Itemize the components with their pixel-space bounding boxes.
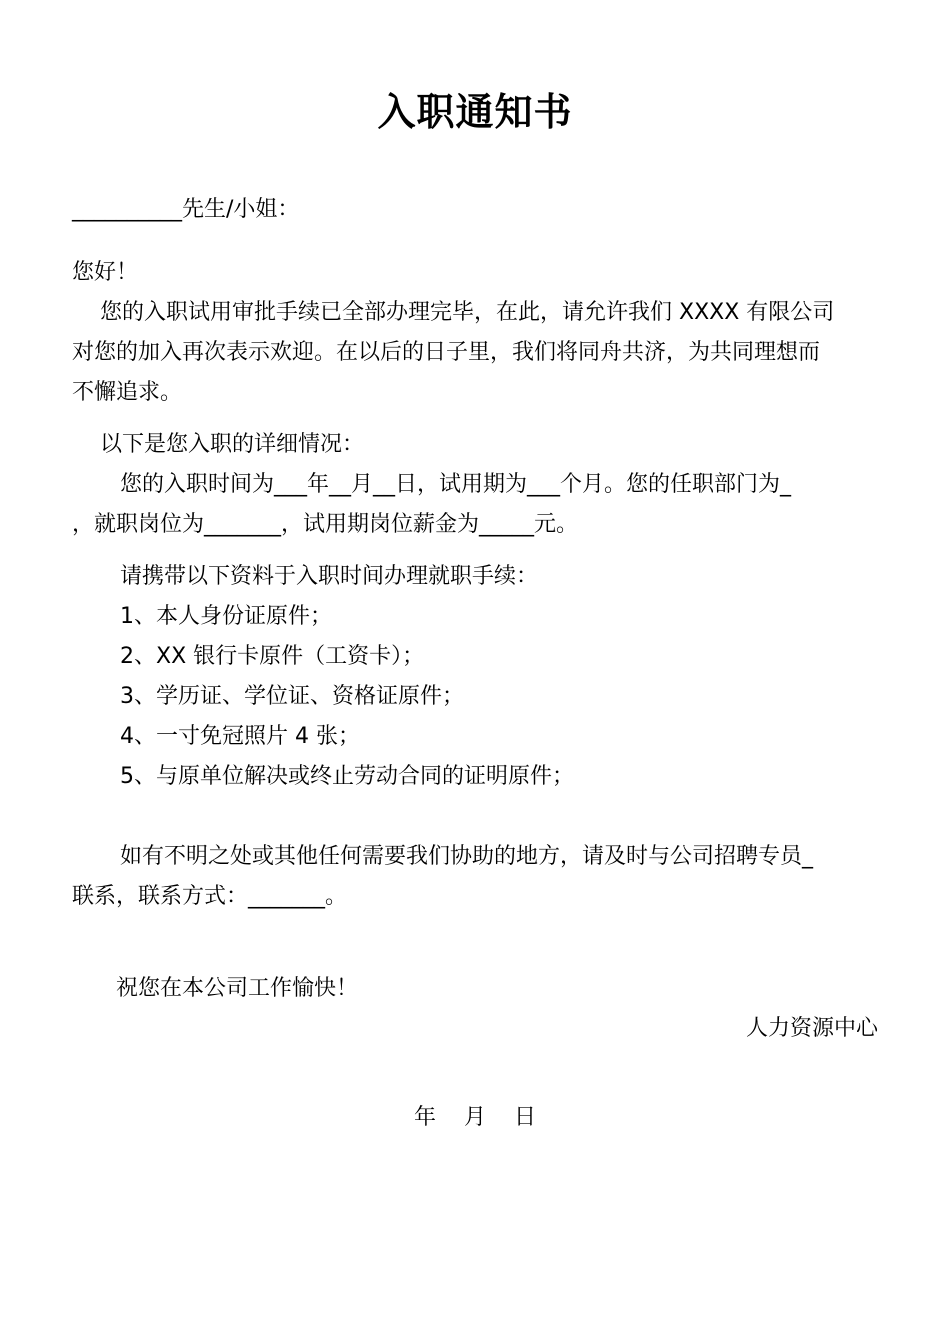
- details-line-2: ，就职岗位为_______，试用期岗位薪金为_____元。: [72, 512, 579, 537]
- details-heading: 以下是您入职的详细情况：: [100, 432, 365, 457]
- materials-item: 4、一寸免冠照片 4 张；: [120, 724, 360, 749]
- intro-line-3: 不懈追求。: [72, 380, 183, 405]
- details-line-1: 您的入职时间为___年__月__日，试用期为___个月。您的任职部门为_: [120, 472, 792, 497]
- contact-line-2: 联系，联系方式：_______。: [72, 884, 348, 909]
- contact-line-1: 如有不明之处或其他任何需要我们协助的地方，请及时与公司招聘专员_: [120, 844, 814, 869]
- materials-item: 5、与原单位解决或终止劳动合同的证明原件；: [120, 764, 574, 789]
- signature-department: 人力资源中心: [745, 1016, 878, 1041]
- document-title: 入职通知书: [377, 90, 573, 134]
- materials-heading: 请携带以下资料于入职时间办理就职手续：: [120, 564, 539, 589]
- intro-line-2: 对您的加入再次表示欢迎。在以后的日子里，我们将同舟共济，为共同理想而: [72, 340, 821, 365]
- intro-line-1: 您的入职试用审批手续已全部办理完毕，在此，请允许我们 XXXX 有限公司: [100, 300, 835, 325]
- closing-wish: 祝您在本公司工作愉快！: [116, 976, 359, 1001]
- materials-item: 2、XX 银行卡原件（工资卡）；: [120, 644, 425, 669]
- signature-date: 年 月 日: [414, 1105, 536, 1130]
- salutation: __________先生/小姐：: [72, 197, 300, 222]
- greeting: 您好！: [72, 260, 139, 285]
- materials-item: 1、本人身份证原件；: [120, 604, 332, 629]
- materials-item: 3、学历证、学位证、资格证原件；: [120, 684, 464, 709]
